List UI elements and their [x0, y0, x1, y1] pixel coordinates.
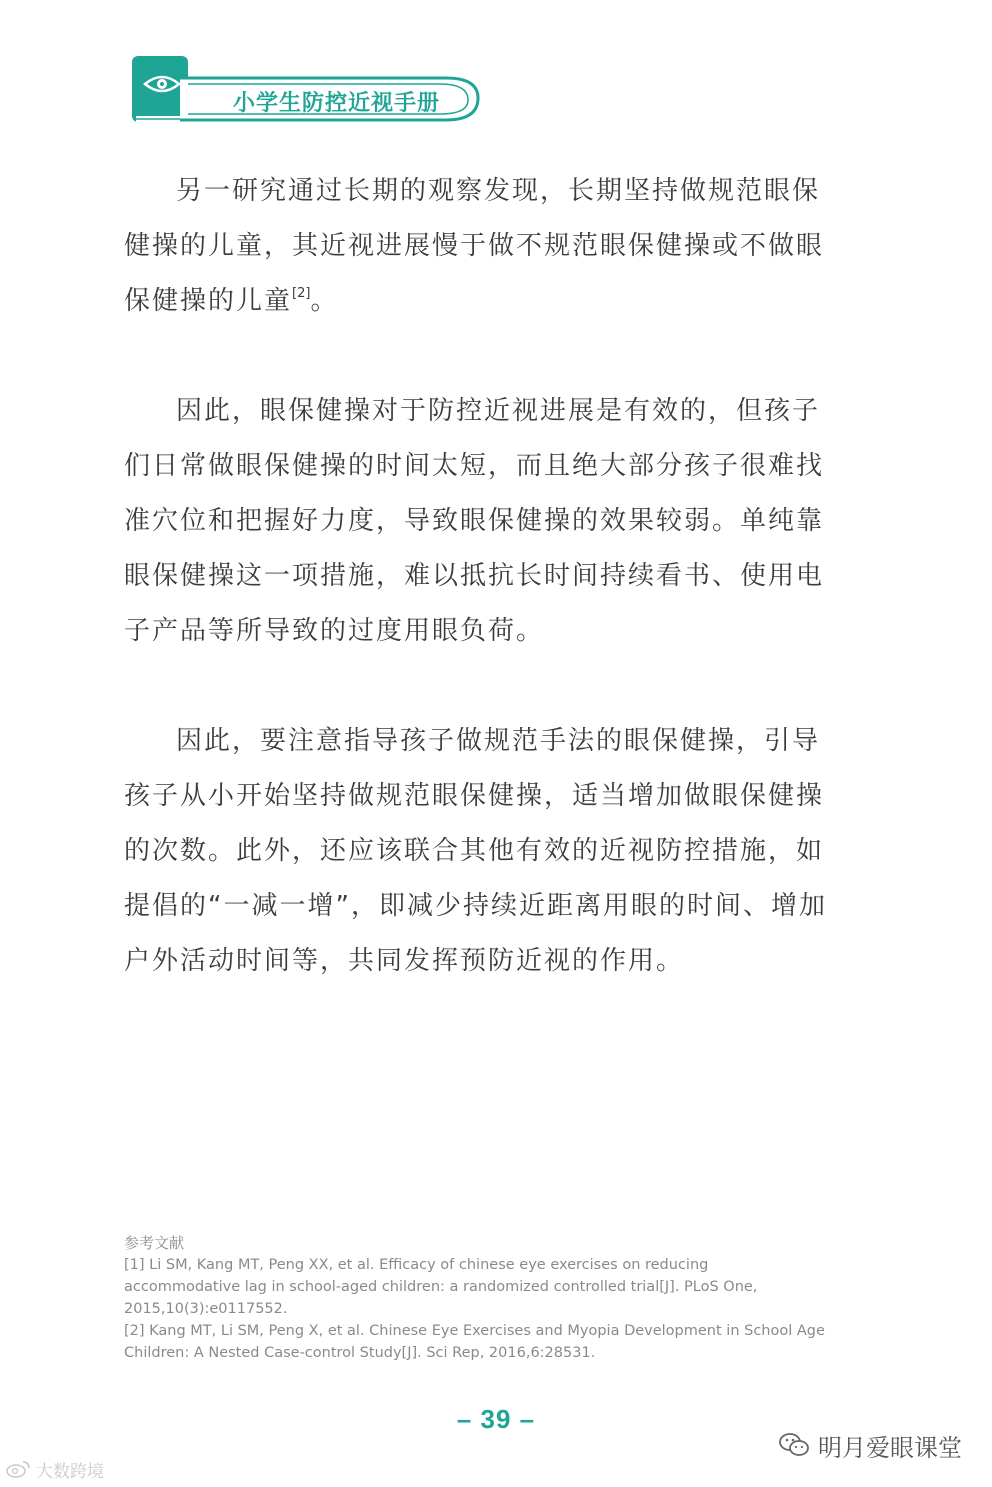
page-number: – 39 –: [456, 1404, 536, 1434]
paragraph-2: 因此，眼保健操对于防控近视进展是有效的，但孩子们日常做眼保健操的时间太短，而且绝大部分孩子很难找准穴位和把握好力度，导致眼保健操的效果较弱。单纯靠眼保健操这一项措施，难以抵抗长时间持续看书、使用电子产品等所导致的过度用眼负荷。: [124, 396, 825, 646]
references-title: 参考文献: [124, 1234, 185, 1252]
watermark-right-text: 明月爱眼课堂: [818, 1433, 962, 1462]
eye-icon: [142, 72, 182, 96]
paragraph-1-end: 。: [310, 286, 339, 316]
watermark-left-text: 大数跨境: [36, 1461, 104, 1482]
paragraph-1-text: 另一研究通过长期的观察发现，长期坚持做规范眼保健操的儿童，其近视进展慢于做不规范眼保健操或不做眼保健操的儿童: [124, 176, 825, 316]
weibo-icon: [6, 1459, 32, 1479]
reference-item-2: [2] Kang MT, Li SM, Peng X, et al. Chinese Eye Exercises and Myopia Development in School Age Children: A Nested Case-control Study[J]. Sci Rep, 2016,6:28531.: [124, 1323, 825, 1361]
paragraph-1: [124, 164, 830, 329]
handbook-title: 小学生防控近视手册: [233, 91, 441, 116]
citation-marker: [2]: [292, 286, 311, 301]
paragraph-3: 因此，要注意指导孩子做规范手法的眼保健操，引导孩子从小开始坚持做规范眼保健操，适当增加做眼保健操的次数。此外，还应该联合其他有效的近视防控措施，如提倡的“一减一增”，即减少持续近距离用眼的时间、增加户外活动时间等，共同发挥预防近视的作用。: [124, 726, 827, 976]
references-section: [124, 1232, 826, 1364]
watermark-left: [6, 1456, 104, 1482]
header-banner: [128, 50, 490, 130]
watermark-right: [778, 1428, 962, 1462]
reference-item-1: [1] Li SM, Kang MT, Peng XX, et al. Efficacy of chinese eye exercises on reducing accommodative lag in school-aged children: a randomized controlled trial[J]. PLoS One, 2015,10(3):e0117552.: [124, 1257, 758, 1317]
wechat-icon: [778, 1431, 810, 1459]
